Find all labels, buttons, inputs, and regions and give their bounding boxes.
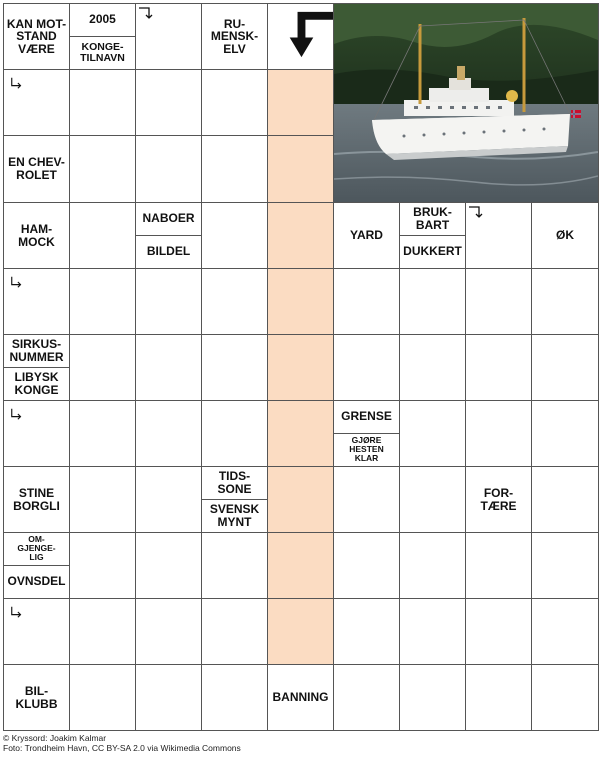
answer-cell[interactable] <box>69 532 136 599</box>
credit-photo: Foto: Trondheim Havn, CC BY-SA 2.0 via Wikimedia Commons <box>3 742 241 753</box>
clue-text: HAM- MOCK <box>18 221 55 249</box>
clue-cell <box>3 202 70 269</box>
clue-text: 2005 <box>70 4 135 37</box>
clue-text: NABOER <box>136 203 201 236</box>
clue-cell <box>69 3 136 70</box>
solution-cell[interactable] <box>267 466 334 533</box>
answer-cell[interactable] <box>465 532 532 599</box>
clue-cell <box>3 135 70 203</box>
answer-cell[interactable] <box>531 268 599 335</box>
clue-text: TIDS- SONE <box>202 467 267 500</box>
bent-arrow-down-icon <box>268 4 333 69</box>
answer-cell[interactable] <box>201 532 268 599</box>
answer-cell[interactable] <box>201 268 268 335</box>
solution-cell[interactable] <box>267 598 334 665</box>
answer-cell[interactable] <box>333 664 400 731</box>
clue-cell <box>135 202 202 269</box>
answer-cell[interactable] <box>333 268 400 335</box>
solution-cell[interactable] <box>267 202 334 269</box>
clue-cell <box>3 664 70 731</box>
answer-cell[interactable] <box>69 334 136 401</box>
answer-cell[interactable] <box>69 202 136 269</box>
clue-cell <box>201 3 268 70</box>
answer-cell[interactable] <box>333 598 400 665</box>
solution-cell[interactable] <box>267 268 334 335</box>
credits <box>3 734 241 754</box>
answer-cell[interactable] <box>399 532 466 599</box>
answer-cell[interactable] <box>201 598 268 665</box>
arrow-down-right-icon <box>10 76 24 90</box>
clue-text: SVENSK MYNT <box>209 502 260 529</box>
answer-cell[interactable] <box>531 598 599 665</box>
answer-cell[interactable] <box>399 466 466 533</box>
clue-text: GRENSE <box>334 401 399 434</box>
answer-cell[interactable] <box>333 334 400 401</box>
clue-text: OM- GJENGE- LIG <box>4 533 69 566</box>
answer-cell[interactable] <box>399 598 466 665</box>
clue-text: DUKKERT <box>403 244 462 259</box>
solution-cell[interactable] <box>267 69 334 136</box>
answer-cell[interactable] <box>399 664 466 731</box>
answer-cell[interactable] <box>531 466 599 533</box>
answer-cell[interactable] <box>399 334 466 401</box>
clue-text: KAN MOT- STAND VÆRE <box>6 16 67 56</box>
clue-text: BANNING <box>272 690 329 705</box>
answer-cell[interactable] <box>333 532 400 599</box>
answer-cell[interactable] <box>465 400 532 467</box>
answer-cell[interactable] <box>3 400 70 467</box>
answer-cell[interactable] <box>135 3 202 70</box>
answer-cell[interactable] <box>3 69 70 136</box>
clue-text: FOR- TÆRE <box>480 485 517 513</box>
clue-text: OVNSDEL <box>7 574 66 589</box>
answer-cell[interactable] <box>69 69 136 136</box>
answer-cell[interactable] <box>135 664 202 731</box>
clue-cell <box>333 202 400 269</box>
answer-cell[interactable] <box>465 598 532 665</box>
answer-cell[interactable] <box>333 466 400 533</box>
clue-cell <box>267 664 334 731</box>
clue-cell <box>399 202 466 269</box>
clue-cell <box>531 202 599 269</box>
clue-cell <box>3 334 70 401</box>
clue-text: GJØRE HESTEN KLAR <box>349 435 384 464</box>
answer-cell[interactable] <box>3 598 70 665</box>
clue-text: KONGE- TILNAVN <box>80 40 125 64</box>
answer-cell[interactable] <box>135 400 202 467</box>
ship-photo <box>333 3 599 203</box>
clue-text: BIL- KLUBB <box>15 683 58 711</box>
answer-cell[interactable] <box>531 334 599 401</box>
clue-cell <box>333 400 400 467</box>
ship-image <box>334 4 598 202</box>
answer-cell[interactable] <box>135 334 202 401</box>
clue-text: BILDEL <box>146 244 191 259</box>
solution-cell[interactable] <box>267 334 334 401</box>
clue-text: LIBYSK KONGE <box>14 370 59 397</box>
answer-cell[interactable] <box>465 334 532 401</box>
answer-cell[interactable] <box>69 400 136 467</box>
arrow-down-right-icon <box>10 407 24 421</box>
solution-arrow-cell <box>267 3 334 70</box>
arrow-right-down-icon <box>138 6 154 20</box>
answer-cell[interactable] <box>531 532 599 599</box>
solution-cell[interactable] <box>267 400 334 467</box>
arrow-right-down-icon <box>468 205 484 219</box>
clue-cell <box>3 466 70 533</box>
clue-cell <box>3 532 70 599</box>
answer-cell[interactable] <box>135 268 202 335</box>
clue-text: EN CHEV- ROLET <box>8 155 65 182</box>
answer-cell[interactable] <box>201 69 268 136</box>
answer-cell[interactable] <box>531 400 599 467</box>
solution-cell[interactable] <box>267 532 334 599</box>
answer-cell[interactable] <box>465 664 532 731</box>
answer-cell[interactable] <box>201 400 268 467</box>
answer-cell[interactable] <box>201 135 268 203</box>
clue-text: ØK <box>556 228 574 243</box>
answer-cell[interactable] <box>135 69 202 136</box>
answer-cell[interactable] <box>399 268 466 335</box>
answer-cell[interactable] <box>201 202 268 269</box>
credit-author: © Kryssord: Joakim Kalmar <box>3 733 107 743</box>
answer-cell[interactable] <box>3 268 70 335</box>
answer-cell[interactable] <box>465 202 532 269</box>
arrow-down-right-icon <box>10 275 24 289</box>
answer-cell[interactable] <box>399 400 466 467</box>
answer-cell[interactable] <box>69 664 136 731</box>
answer-cell[interactable] <box>69 466 136 533</box>
answer-cell[interactable] <box>135 466 202 533</box>
answer-cell[interactable] <box>201 664 268 731</box>
answer-cell[interactable] <box>531 664 599 731</box>
clue-text: YARD <box>350 228 383 243</box>
arrow-down-right-icon <box>10 605 24 619</box>
clue-cell <box>465 466 532 533</box>
answer-cell[interactable] <box>465 268 532 335</box>
answer-cell[interactable] <box>69 268 136 335</box>
clue-text: BRUK- BART <box>400 203 465 236</box>
clue-cell <box>201 466 268 533</box>
answer-cell[interactable] <box>135 135 202 203</box>
answer-cell[interactable] <box>201 334 268 401</box>
solution-cell[interactable] <box>267 135 334 203</box>
answer-cell[interactable] <box>69 598 136 665</box>
crossword-grid <box>3 3 598 730</box>
answer-cell[interactable] <box>135 532 202 599</box>
clue-cell <box>3 3 70 70</box>
answer-cell[interactable] <box>69 135 136 203</box>
clue-text: SIRKUS- NUMMER <box>4 335 69 368</box>
clue-text: RU- MENSK- ELV <box>210 16 259 56</box>
clue-text: STINE BORGLI <box>13 485 60 513</box>
answer-cell[interactable] <box>135 598 202 665</box>
